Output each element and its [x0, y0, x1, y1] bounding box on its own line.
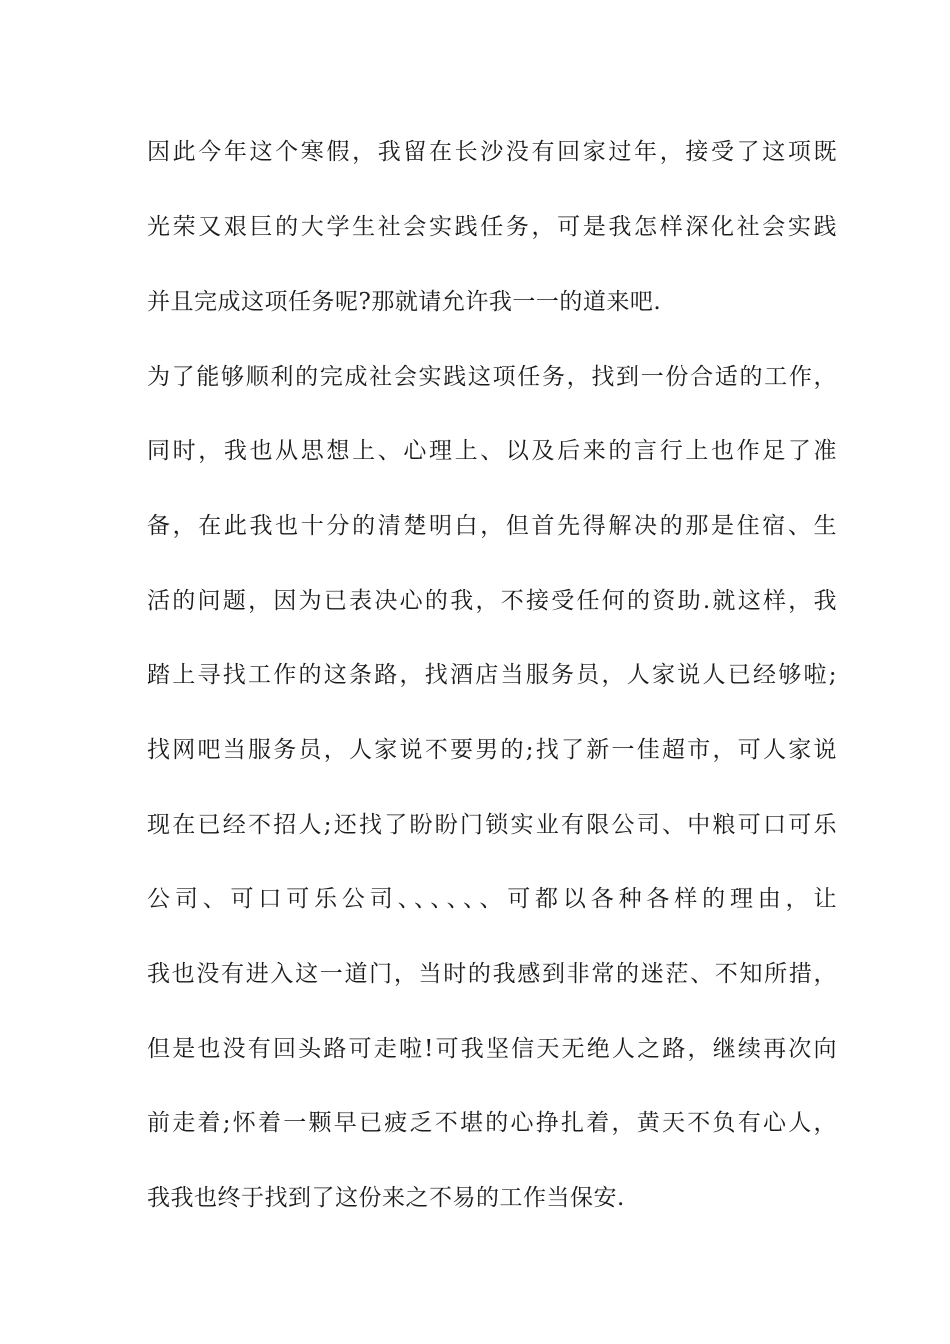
text-line-14: 前走着;怀着一颗早已疲乏不堪的心挣扎着，黄天不负有心人， — [147, 1110, 837, 1136]
text-line-10: 现在已经不招人;还找了盼盼门锁实业有限公司、中粮可口可乐 — [147, 812, 837, 838]
text-line-2: 光荣又艰巨的大学生社会实践任务，可是我怎样深化社会实践 — [147, 214, 837, 240]
text-line-6: 备，在此我也十分的清楚明白，但首先得解决的那是住宿、生 — [147, 513, 837, 539]
text-line-9: 找网吧当服务员，人家说不要男的;找了新一佳超市，可人家说 — [147, 737, 837, 763]
text-line-8: 踏上寻找工作的这条路，找酒店当服务员，人家说人已经够啦; — [147, 662, 837, 688]
text-line-3: 并且完成这项任务呢?那就请允许我一一的道来吧. — [147, 289, 662, 315]
text-line-5: 同时，我也从思想上、心理上、以及后来的言行上也作足了准 — [147, 438, 837, 464]
text-line-4: 为了能够顺利的完成社会实践这项任务，找到一份合适的工作， — [147, 364, 837, 390]
text-line-1: 因此今年这个寒假，我留在长沙没有回家过年，接受了这项既 — [147, 139, 837, 165]
text-line-12: 我也没有进入这一道门，当时的我感到非常的迷茫、不知所措， — [147, 961, 837, 987]
text-line-13: 但是也没有回头路可走啦!可我坚信天无绝人之路，继续再次向 — [147, 1036, 837, 1062]
text-line-15: 我我也终于找到了这份来之不易的工作当保安. — [147, 1185, 625, 1211]
text-line-11: 公司、可口可乐公司、、、、、、可都以各种各样的理由，让 — [147, 886, 837, 912]
text-line-7: 活的问题，因为已表决心的我，不接受任何的资助.就这样，我 — [147, 588, 837, 614]
